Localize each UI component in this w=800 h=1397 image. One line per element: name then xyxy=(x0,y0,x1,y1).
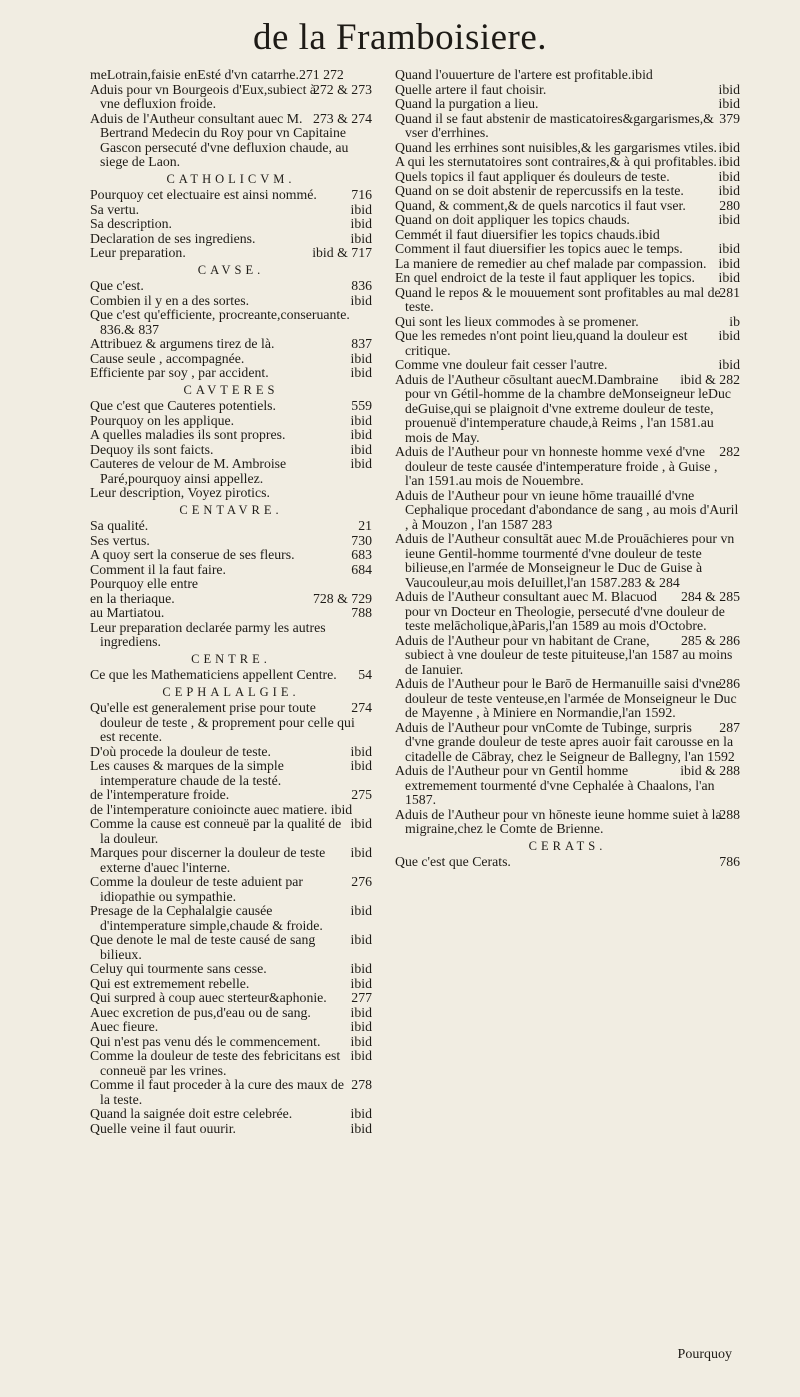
index-entry xyxy=(90,904,372,933)
entry-text: Comment il la faut faire. xyxy=(90,561,227,577)
page-reference: ibid xyxy=(350,427,372,442)
page-reference: ibid xyxy=(350,758,372,773)
page-title: de la Framboisiere. xyxy=(252,17,548,58)
page-reference: ibid xyxy=(350,743,372,759)
index-entry xyxy=(395,170,740,185)
right-column xyxy=(395,68,740,870)
index-entry xyxy=(395,634,740,678)
section-heading: CAVTERES xyxy=(183,382,279,397)
page-reference: ibid xyxy=(350,1106,372,1121)
page-reference: ibid xyxy=(350,961,372,976)
entry-text: Quand, & comment,& de quels narcotics il faut vser. xyxy=(395,197,686,213)
index-entry xyxy=(395,808,740,837)
entry-text: Attribuez & argumens tirez de là. xyxy=(90,336,275,351)
index-entry xyxy=(90,1020,372,1035)
index-entry xyxy=(395,141,740,156)
page-reference: 379 xyxy=(719,110,740,126)
index-entry xyxy=(90,1006,372,1021)
entry-text: Celuy qui tourmente sans cesse. xyxy=(90,961,267,976)
index-entry xyxy=(90,745,372,760)
entry-text: Comme la douleur de teste aduient par idiopathie ou sympathie. xyxy=(90,874,304,904)
entry-text: Qui surpred à coup auec sterteur&aphonie. xyxy=(90,990,327,1005)
index-entry xyxy=(90,962,372,977)
entry-text: Aduis de l'Autheur consultant auec M. Blacuod pour vn Docteur en Theologie, persecuté d'vne douleur de teste melācholique,àParis,l'an 1589 au mois d'Octobre. xyxy=(395,589,725,633)
index-entry xyxy=(90,803,372,818)
page-reference: ibid & 282 xyxy=(680,371,740,387)
entry-text: Quand la purgation a lieu. xyxy=(395,96,539,111)
page-reference: 288 xyxy=(719,806,740,822)
entry-text: Quand on se doit abstenir de repercussifs en la teste. xyxy=(395,183,684,198)
index-entry xyxy=(395,242,740,257)
page-reference: ibid xyxy=(350,365,372,380)
entry-text: Aduis pour vn Bourgeois d'Eux,subiect à vne defluxion froide. xyxy=(90,81,317,111)
page-reference: ibid xyxy=(718,241,740,256)
page-reference: ibid xyxy=(350,1004,372,1020)
entry-text: Aduis de l'Autheur consultāt auec M.de Prouāchieres pour vn ieune Gentil-homme tourmenté d'vne douleur de teste bilieuse,en l'armée de Monseigneur le Duc de Guise à Vaucouleur,au mois deIuillet,l'an 1587.283 & 284 xyxy=(395,531,735,590)
entry-text: de l'intemperature conioincte auec matiere. ibid xyxy=(90,801,353,817)
section-heading: CATHOLICVM. xyxy=(166,171,296,186)
index-entry xyxy=(90,933,372,962)
page-reference: ibid xyxy=(350,350,372,366)
section-heading: CERATS. xyxy=(528,838,607,853)
index-entry xyxy=(90,977,372,992)
entry-text: Sa qualité. xyxy=(90,518,149,533)
page-reference: ibid & 717 xyxy=(312,245,372,260)
page-reference: ibid xyxy=(350,201,372,217)
index-entry xyxy=(395,83,740,98)
entry-text: Auec fieure. xyxy=(90,1019,159,1034)
page-reference: 788 xyxy=(351,605,372,620)
entry-text: Declaration de ses ingrediens. xyxy=(90,230,256,246)
entry-text: Qui sont les lieux commodes à se promener. xyxy=(395,313,639,329)
entry-text: La maniere de remedier au chef malade par compassion. xyxy=(395,255,707,271)
index-entry xyxy=(395,358,740,373)
page-reference: 716 xyxy=(351,187,372,202)
index-entry xyxy=(90,817,372,846)
page-reference: 272 & 273 xyxy=(312,81,372,97)
entry-text: Aduis de l'Autheur pour vn habitant de Crane, subiect à vne douleur de teste pituiteuse,l'an 1587 au moins de Ianuier. xyxy=(395,632,733,677)
page-reference: ibid xyxy=(718,96,740,111)
entry-text: Aduis de l'Autheur pour vn ieune hōme trauaillé d'vne Cephalique procedant d'abondance de sang , au mois d'Auril , à Mouzon , l'an 1587 283 xyxy=(395,487,739,532)
index-entry xyxy=(90,457,372,486)
index-entry xyxy=(395,271,740,286)
page-reference: ibid xyxy=(718,139,740,155)
section-heading: CENTAVRE. xyxy=(179,502,283,517)
index-entry xyxy=(90,1049,372,1078)
index-entry xyxy=(395,257,740,272)
index-entry xyxy=(90,203,372,218)
page-reference: ibid xyxy=(718,270,740,285)
index-entry xyxy=(395,489,740,533)
entry-text: Que denote le mal de teste causé de sang bilieux. xyxy=(90,932,316,962)
entry-text: de l'intemperature froide. xyxy=(90,787,230,802)
page-reference: ibid xyxy=(718,328,740,343)
entry-text: Cauteres de velour de M. Ambroise Paré,pourquoy ainsi appellez. xyxy=(90,456,287,486)
entry-text: Leur preparation. xyxy=(90,245,186,260)
entry-text: meLotrain,faisie enEsté d'vn catarrhe.271 272 xyxy=(90,67,344,82)
index-entry xyxy=(90,337,372,352)
page-reference: ibid xyxy=(718,168,740,184)
entry-text: Quelle artere il faut choisir. xyxy=(395,81,547,97)
page-reference: ibid xyxy=(350,816,372,831)
page-reference: ibid xyxy=(350,412,372,428)
index-entry xyxy=(90,217,372,232)
entry-text: Sa vertu. xyxy=(90,201,140,217)
entry-text: Quelle veine il faut ouurir. xyxy=(90,1120,236,1136)
index-entry xyxy=(90,788,372,803)
index-entry xyxy=(90,68,372,83)
entry-text: A quelles maladies ils sont propres. xyxy=(90,427,286,442)
page-reference: ibid xyxy=(718,357,740,372)
page-reference: 683 xyxy=(351,547,372,562)
left-column xyxy=(90,68,372,1136)
page-reference: 278 xyxy=(351,1077,372,1092)
entry-text: Quand il se faut abstenir de masticatoires&gargarismes,& vser d'errhines. xyxy=(395,110,714,140)
page-reference: 684 xyxy=(351,561,372,577)
index-entry xyxy=(90,1078,372,1107)
index-entry xyxy=(90,1107,372,1122)
index-entry xyxy=(90,668,372,683)
entry-text: Ce que les Mathematiciens appellent Centre. xyxy=(90,667,337,682)
index-entry xyxy=(395,373,740,446)
entry-text: Aduis de l'Autheur pour vn honneste homme vexé d'vne douleur de teste causée d'intemperature froide , à Guise , l'an 1591.au mois de Nouembre. xyxy=(395,444,718,488)
index-entry xyxy=(395,445,740,489)
index-entry xyxy=(90,701,372,745)
entry-text: Comment il faut diuersifier les topics auec le temps. xyxy=(395,241,683,256)
page-reference: 275 xyxy=(351,787,372,802)
entry-text: A qui les sternutatoires sont contraires,& à qui profitables. xyxy=(395,154,717,169)
index-entry xyxy=(90,548,372,563)
index-entry xyxy=(90,846,372,875)
entry-text: Pourquoy elle entre xyxy=(90,576,199,591)
page-reference: ibid xyxy=(718,183,740,198)
entry-text: Quand les errhines sont nuisibles,& les gargarismes vtiles. xyxy=(395,139,718,155)
page-reference: ibid xyxy=(350,845,372,860)
page-reference: ibid & 288 xyxy=(680,763,740,778)
page-reference: 274 xyxy=(351,700,372,715)
entry-text: Combien il y en a des sortes. xyxy=(90,292,250,308)
entry-text: Cemmét il faut diuersifier les topics chauds.ibid xyxy=(395,226,660,242)
entry-text: Les causes & marques de la simple intemperature chaude de la testé. xyxy=(90,758,284,788)
index-entry xyxy=(395,721,740,765)
index-entry xyxy=(90,443,372,458)
index-entry xyxy=(90,294,372,309)
index-entry xyxy=(395,184,740,199)
page-reference: 273 & 274 xyxy=(312,110,372,126)
index-entry xyxy=(90,759,372,788)
index-entry xyxy=(395,155,740,170)
entry-text: Leur preparation declarée parmy les autres ingrediens. xyxy=(90,619,326,649)
index-entry xyxy=(90,246,372,261)
page-reference: ibid xyxy=(350,1120,372,1136)
entry-text: Que les remedes n'ont point lieu,quand la douleur est critique. xyxy=(395,328,688,358)
entry-text: Presage de la Cephalalgie causée d'intemperature simple,chaude & froide. xyxy=(90,903,323,933)
page-reference: 559 xyxy=(351,398,372,413)
entry-text: Leur description, Voyez pirotics. xyxy=(90,485,270,500)
entry-text: Qui n'est pas venu dés le commencement. xyxy=(90,1033,321,1049)
index-entry xyxy=(90,112,372,170)
index-entry xyxy=(395,764,740,808)
index-entry xyxy=(90,592,372,607)
page-reference: ibid xyxy=(350,975,372,991)
entry-text: Qu'elle est generalement prise pour toute douleur de teste , & proprement pour celle qui est recente. xyxy=(90,700,355,744)
page-reference: 54 xyxy=(358,667,372,682)
index-entry xyxy=(90,991,372,1006)
page-reference: 277 xyxy=(351,990,372,1005)
section-heading: CAVSE. xyxy=(197,262,265,277)
index-entry xyxy=(90,352,372,367)
entry-text: En quel endroict de la teste il faut appliquer les topics. xyxy=(395,270,695,285)
catchword: Pourquoy xyxy=(677,1347,732,1362)
index-entry xyxy=(395,199,740,214)
page-reference: ibid xyxy=(718,81,740,97)
index-entry xyxy=(395,213,740,228)
entry-text: Auec excretion de pus,d'eau ou de sang. xyxy=(90,1004,311,1020)
entry-text: Quand le repos & le mouuement sont profitables au mal de teste. xyxy=(395,284,721,314)
entry-text: Aduis de l'Autheur pour vnComte de Tubinge, surpris d'vne grande douleur de teste apres auoir fait carousse en la citadelle de Cābray, chez le Seigneur de Ballegny, l'an 1592 xyxy=(395,719,735,764)
index-entry xyxy=(90,606,372,621)
page-reference: ibid xyxy=(350,903,372,918)
page-reference: ibid xyxy=(350,1048,372,1063)
page-reference: ibid xyxy=(718,154,740,169)
page-reference: ibid xyxy=(350,1033,372,1049)
section-heading: CEPHALALGIE. xyxy=(162,684,300,699)
entry-text: Aduis de l'Autheur pour vn hōneste ieune homme suiet à la migraine,chez le Comte de Brienne. xyxy=(395,806,722,836)
index-entry xyxy=(90,577,372,592)
entry-text: Comme la cause est conneuë par la qualité de la douleur. xyxy=(90,816,342,846)
index-entry xyxy=(90,399,372,414)
index-entry xyxy=(90,563,372,578)
entry-text: Aduis de l'Autheur cōsultant auecM.Dambraine pour vn Gétil-homme de la chambre deMonseigneur leDuc deGuise,qui se plaignoit d'vne extreme douleur de teste, prouenuë d'intemperature chaude,à Reims , l'an 1581.au mois de May. xyxy=(395,371,732,445)
page-reference: ibid xyxy=(350,441,372,457)
page-reference: ibid xyxy=(350,456,372,471)
entry-text: Sa description. xyxy=(90,216,172,231)
page-reference: 282 xyxy=(719,444,740,459)
index-entry xyxy=(395,112,740,141)
entry-text: Quand la saignée doit estre celebrée. xyxy=(90,1106,293,1121)
page-reference: 285 & 286 xyxy=(680,632,740,648)
page-reference: ib xyxy=(729,313,740,329)
entry-text: Pourquoy on les applique. xyxy=(90,412,235,428)
entry-text: Que c'est. xyxy=(90,278,144,293)
index-entry xyxy=(90,308,372,337)
index-entry xyxy=(90,534,372,549)
page-reference: ibid xyxy=(350,230,372,246)
index-entry xyxy=(90,486,372,501)
index-entry xyxy=(90,428,372,443)
entry-text: Que c'est qu'efficiente, procreante,conseruante. 836.& 837 xyxy=(90,307,350,337)
index-entry xyxy=(395,97,740,112)
index-entry xyxy=(90,621,372,650)
entry-text: Quels topics il faut appliquer és douleurs de teste. xyxy=(395,168,670,184)
index-entry xyxy=(395,228,740,243)
page-reference: 21 xyxy=(358,518,372,533)
entry-text: Aduis de l'Autheur pour le Barō de Hermanuille saisi d'vne douleur de teste venteuse,en l'armée de Monseigneur le Duc de Mayenne , à Miniere en Normandie,l'an 1592. xyxy=(395,676,737,720)
entry-text: Pourquoy cet electuaire est ainsi nommé. xyxy=(90,187,317,202)
entry-text: Comme la douleur de teste des febricitans est conneuë par les vrines. xyxy=(90,1048,341,1078)
entry-text: au Martiatou. xyxy=(90,605,165,620)
index-entry xyxy=(395,329,740,358)
entry-text: Comme vne douleur fait cesser l'autre. xyxy=(395,357,608,372)
index-entry xyxy=(395,286,740,315)
entry-text: A quoy sert la conserue de ses fleurs. xyxy=(90,547,295,562)
entry-text: Ses vertus. xyxy=(90,532,150,548)
index-entry xyxy=(90,83,372,112)
entry-text: en la theriaque. xyxy=(90,590,175,606)
entry-text: Quand l'ouuerture de l'artere est profitable.ibid xyxy=(395,67,653,82)
index-entry xyxy=(90,188,372,203)
page-reference: ibid xyxy=(350,292,372,308)
page-reference: 281 xyxy=(719,284,740,300)
index-entry xyxy=(395,677,740,721)
page-reference: 286 xyxy=(719,676,740,691)
entry-text: Qui est extremement rebelle. xyxy=(90,975,250,991)
index-entry xyxy=(90,414,372,429)
entry-text: Dequoy ils sont faicts. xyxy=(90,441,214,457)
section-heading: CENTRE. xyxy=(191,651,271,666)
entry-text: D'où procede la douleur de teste. xyxy=(90,743,272,759)
page-reference: 837 xyxy=(351,336,372,351)
page-reference: 730 xyxy=(351,532,372,548)
entry-text: Comme il faut proceder à la cure des maux de la teste. xyxy=(90,1077,344,1107)
index-entry xyxy=(90,875,372,904)
entry-text: Aduis de l'Autheur consultant auec M. Bertrand Medecin du Roy pour vn Capitaine Gascon persecuté d'vne defluxion chaude, au siege de Laon. xyxy=(90,110,349,169)
entry-text: Quand on doit appliquer les topics chauds. xyxy=(395,212,630,227)
entry-text: Marques pour discerner la douleur de teste externe d'auec l'interne. xyxy=(90,845,326,875)
index-entry xyxy=(90,519,372,534)
page-reference: ibid xyxy=(350,1019,372,1034)
index-entry xyxy=(395,590,740,634)
entry-text: Cause seule , accompagnée. xyxy=(90,350,245,366)
page-reference: ibid xyxy=(350,216,372,231)
page-reference: 287 xyxy=(719,719,740,735)
page-reference: ibid xyxy=(718,255,740,271)
index-entry xyxy=(90,366,372,381)
index-entry xyxy=(395,532,740,590)
page-reference: 284 & 285 xyxy=(680,589,740,604)
page-reference: 280 xyxy=(719,197,740,213)
index-entry xyxy=(90,1035,372,1050)
index-entry xyxy=(90,232,372,247)
entry-text: Que c'est que Cauteres potentiels. xyxy=(90,398,277,413)
page-reference: 836 xyxy=(351,278,372,293)
page-reference: 728 & 729 xyxy=(312,590,372,606)
page-reference: 276 xyxy=(351,874,372,889)
index-entry xyxy=(395,855,740,870)
index-entry xyxy=(90,279,372,294)
page-reference: ibid xyxy=(350,932,372,947)
index-entry xyxy=(90,1122,372,1137)
entry-text: Efficiente par soy , par accident. xyxy=(90,365,269,380)
entry-text: Aduis de l'Autheur pour vn Gentil homme extremement tourmenté d'vne Cephalée à Chaalons, l'an 1587. xyxy=(395,763,715,807)
page-reference: 786 xyxy=(719,854,740,869)
index-entry xyxy=(395,315,740,330)
index-entry xyxy=(395,68,740,83)
page-reference: ibid xyxy=(718,212,740,227)
entry-text: Que c'est que Cerats. xyxy=(395,854,511,869)
